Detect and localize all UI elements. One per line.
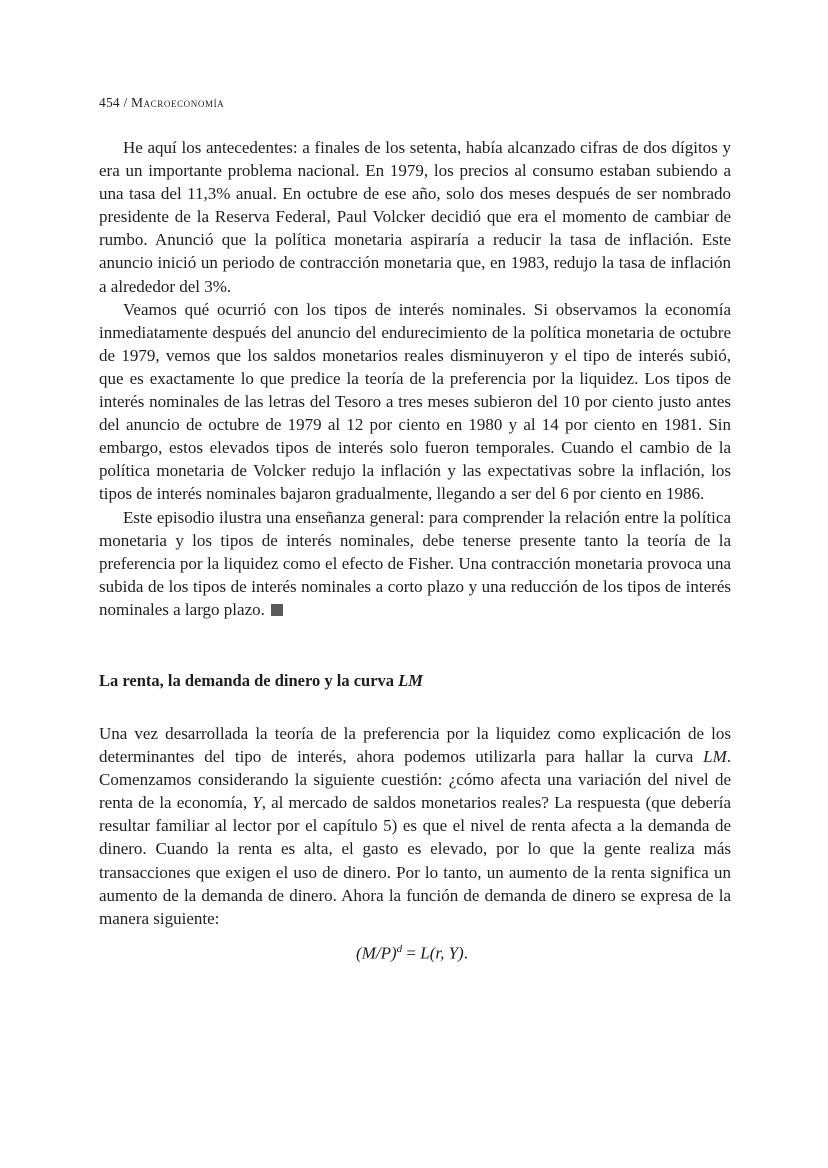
page [99, 94, 731, 964]
formula-superscript: d [396, 942, 403, 955]
formula-equals: = [402, 943, 421, 963]
header-separator: / [123, 95, 128, 110]
money-demand-formula [99, 938, 731, 965]
end-of-box-square-icon [271, 604, 283, 616]
running-head [99, 94, 731, 112]
paragraph-1: He aquí los antecedentes: a finales de los setenta, había alcanzado cifras de dos dígitos y era un importante problema nacional. En 1979, los precios al consumo estaban subiendo a una tasa del 11,3% anual. En octubre de ese año, solo dos meses después de ser nombrado presidente de la Reserva Federal, Paul Volcker decidió que era el momento de cambiar de rumbo. Anunció que la política monetaria aspiraría a reducir la tasa de inflación. Este anuncio inició un periodo de contracción monetaria que, en 1983, redujo la tasa de inflación a alrededor del 3%. [99, 138, 731, 296]
section-heading-text: La renta, la demanda de dinero y la curva [99, 670, 399, 690]
formula-lhs: (M/P) [356, 943, 397, 963]
section-heading [99, 670, 731, 692]
paragraph-2: Veamos qué ocurrió con los tipos de interés nominales. Si observamos la economía inmediatamente después del anuncio del endurecimiento de la política monetaria de octubre de 1979, vemos que los saldos monetarios reales disminuyeron y el tipo de interés subió, que es exactamente lo que predice la teoría de la preferencia por la liquidez. Los tipos de interés nominales de las letras del Tesoro a tres meses subieron del 10 por ciento justo antes del anuncio de octubre de 1979 al 12 por ciento en 1980 y al 14 por ciento en 1981. Sin embargo, estos elevados tipos de interés solo fueron temporales. Cuando el cambio de la política monetaria de Volcker redujo la inflación y las expectativas sobre la inflación, los tipos de interés nominales bajaron gradualmente, llegando a ser del 6 por ciento en 1986. [99, 299, 731, 504]
paragraph-3 [99, 506, 731, 621]
section-heading-lm: LM [398, 670, 423, 690]
paragraph-4-b: . Comenzamos considerando la siguiente cuestión: ¿cómo afecta una variación del nivel de renta de la economía, [99, 747, 731, 813]
paragraph-3-text: Este episodio ilustra una enseñanza general: para comprender la relación entre la política monetaria y los tipos de interés nominales, debe tenerse presente tanto la teoría de la preferencia por la liquidez como el efecto de Fisher. Una contracción monetaria provoca una subida de los tipos de interés nominales a corto plazo y una reducción de los tipos de interés nominales a largo plazo. [99, 507, 731, 619]
formula-rhs: L(r, Y) [420, 943, 464, 963]
paragraph-4-c: , al mercado de saldos monetarios reales? La respuesta (que debería resultar familiar al lector por el capítulo 5) es que el nivel de renta afecta a la demanda de dinero. Cuando la renta es alta, el gasto es elevado, por lo que la gente realiza más transacciones que exigen el uso de dinero. Por lo tanto, un aumento de la renta significa un aumento de la demanda de dinero. Ahora la función de demanda de dinero se expresa de la manera siguiente: [99, 793, 731, 928]
paragraph-4-lm: LM [703, 747, 727, 767]
book-title: Macroeconomía [130, 95, 225, 110]
formula-period: . [463, 943, 468, 963]
paragraph-4 [99, 722, 731, 930]
paragraph-4-y: Y [252, 793, 262, 813]
page-number: 454 [99, 95, 120, 110]
paragraph-4-a: Una vez desarrollada la teoría de la preferencia por la liquidez como explicación de los determinantes del tipo de interés, ahora podemos utilizarla para hallar la curva [99, 723, 731, 767]
